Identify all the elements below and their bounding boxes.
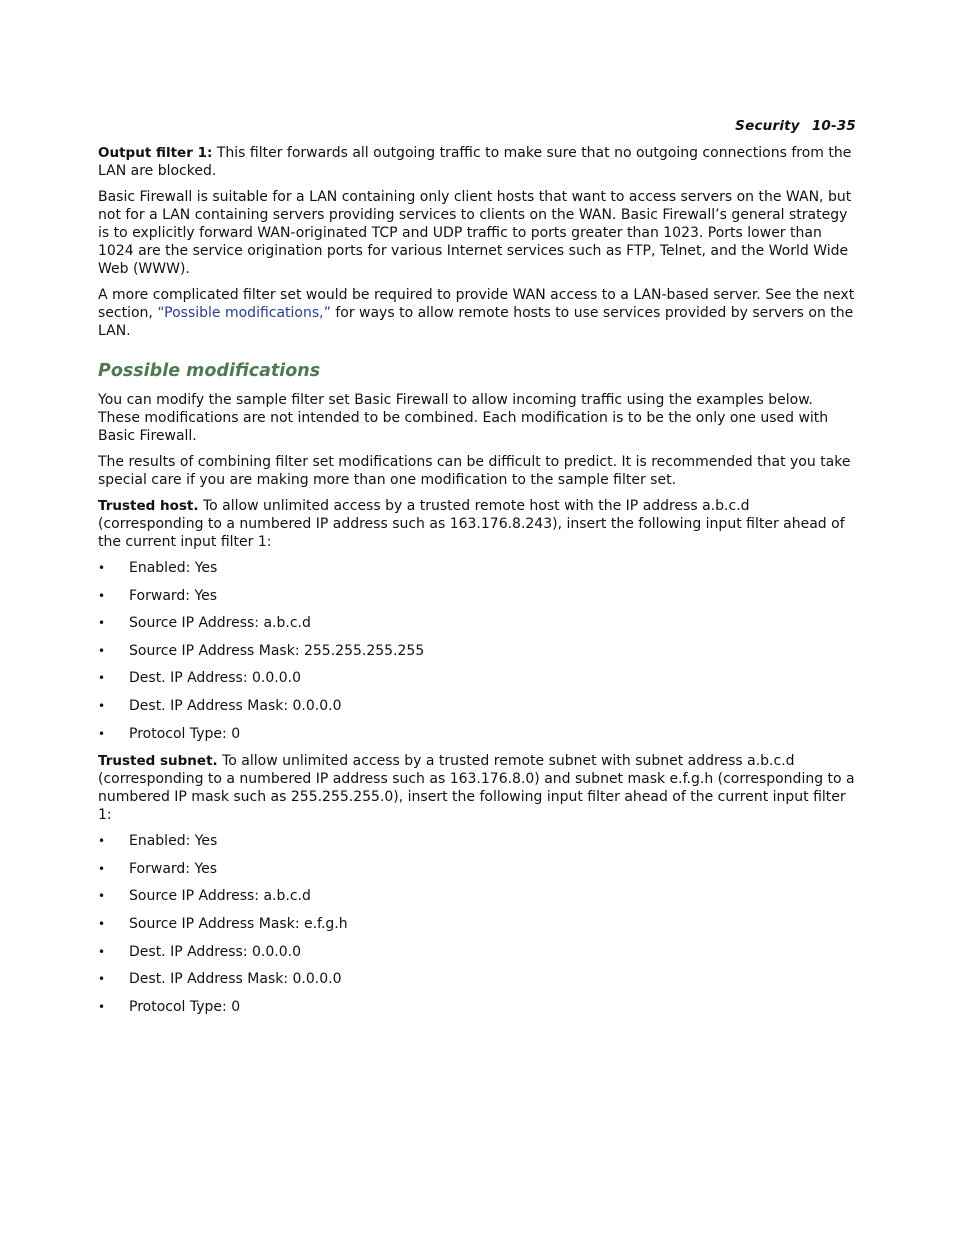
list-item xyxy=(98,915,858,933)
bullet-icon: • xyxy=(98,944,106,959)
list-item-text: Dest. IP Address: 0.0.0.0 xyxy=(129,943,301,960)
modifications-intro-paragraph: You can modify the sample filter set Basic Firewall to allow incoming traffic using the examples below. These modifications are not intended to be combined. Each modification is to be the only one used with Basic Firewall. xyxy=(98,392,829,444)
list-item-text: Dest. IP Address: 0.0.0.0 xyxy=(129,670,301,687)
bullet-icon: • xyxy=(98,861,106,876)
complex-filter-text-after: for ways to allow remote hosts to use services provided by servers on the LAN. xyxy=(98,305,854,339)
output-filter-lead: Output filter 1: xyxy=(98,145,213,161)
output-filter-paragraph xyxy=(98,144,858,180)
list-item-text: Enabled: Yes xyxy=(129,560,218,576)
list-item-text: Protocol Type: 0 xyxy=(129,725,241,742)
trusted-subnet-text: To allow unlimited access by a trusted remote subnet with subnet address a.b.c.d (corresponding to a numbered IP address such as 163.176.8.0) and subnet mask e.f.g.h (corresponding to a numbered IP mask such as 255.255.255.0), insert the following input filter ahead of the current input filter 1: xyxy=(98,753,855,824)
list-item-text: Source IP Address: a.b.c.d xyxy=(129,615,311,632)
trusted-host-filter-list xyxy=(98,559,858,743)
output-filter-text: This filter forwards all outgoing traffic to make sure that no outgoing connections from the LAN are blocked. xyxy=(98,145,852,179)
bullet-icon: • xyxy=(98,698,106,713)
bullet-icon: • xyxy=(98,726,106,741)
basic-firewall-paragraph: Basic Firewall is suitable for a LAN containing only client hosts that want to access servers on the WAN, but not for a LAN containing servers providing services to clients on the WAN. Basic Firewall’s general strategy is to explicitly forward WAN-originated TCP and UDP traffic to ports greater than 1023. Ports lower than 1024 are the service origination ports for various Internet services such as FTP, Telnet, and the World Wide Web (WWW). xyxy=(98,189,852,277)
bullet-icon: • xyxy=(98,561,106,575)
trusted-subnet-lead: Trusted subnet. xyxy=(98,753,218,770)
running-header xyxy=(98,118,856,134)
bullet-icon: • xyxy=(98,643,106,658)
bullet-icon: • xyxy=(98,889,106,904)
list-item-text: Forward: Yes xyxy=(129,860,218,877)
bullet-icon: • xyxy=(98,588,106,603)
possible-modifications-link[interactable]: “Possible modifications,” xyxy=(157,305,331,321)
list-item-text: Protocol Type: 0 xyxy=(129,998,241,1015)
document-page xyxy=(98,118,858,1025)
complex-filter-text-before: A more complicated filter set would be required to provide WAN access to a LAN-based server. See the next section, xyxy=(98,287,855,321)
list-item xyxy=(98,998,858,1016)
list-item xyxy=(98,697,858,715)
bullet-icon: • xyxy=(98,916,106,931)
list-item xyxy=(98,887,858,905)
bullet-icon: • xyxy=(98,972,106,987)
list-item-text: Source IP Address: a.b.c.d xyxy=(129,888,311,905)
list-item-text: Forward: Yes xyxy=(129,587,218,604)
list-item xyxy=(98,860,858,878)
trusted-host-paragraph xyxy=(98,497,858,551)
bullet-icon: • xyxy=(98,616,106,631)
list-item-text: Dest. IP Address Mask: 0.0.0.0 xyxy=(129,971,342,988)
list-item xyxy=(98,832,858,850)
trusted-host-lead: Trusted host. xyxy=(98,498,199,514)
complex-filter-paragraph xyxy=(98,286,858,340)
list-item xyxy=(98,669,858,687)
list-item xyxy=(98,970,858,988)
list-item xyxy=(98,587,858,605)
header-section-title: Security xyxy=(735,118,800,134)
trusted-subnet-filter-list xyxy=(98,832,858,1016)
list-item-text: Enabled: Yes xyxy=(129,833,218,850)
list-item xyxy=(98,725,858,743)
modifications-warning-paragraph: The results of combining filter set modifications can be difficult to predict. It is recommended that you take special care if you are making more than one modification to the sample filter set. xyxy=(98,454,851,488)
list-item-text: Source IP Address Mask: 255.255.255.255 xyxy=(129,642,425,659)
bullet-icon: • xyxy=(98,671,106,686)
trusted-subnet-paragraph xyxy=(98,752,858,824)
list-item-text: Source IP Address Mask: e.f.g.h xyxy=(129,915,348,932)
list-item xyxy=(98,614,858,632)
list-item xyxy=(98,559,858,577)
trusted-host-text: To allow unlimited access by a trusted remote host with the IP address a.b.c.d (corresponding to a numbered IP address such as 163.176.8.243), insert the following input filter ahead of the current input filter 1: xyxy=(98,498,845,550)
list-item-text: Dest. IP Address Mask: 0.0.0.0 xyxy=(129,697,342,714)
list-item xyxy=(98,943,858,961)
list-item xyxy=(98,642,858,660)
section-heading-possible-modifications: Possible modifications xyxy=(98,361,321,381)
bullet-icon: • xyxy=(98,834,106,849)
bullet-icon: • xyxy=(98,999,106,1014)
header-page-number: 10-35 xyxy=(811,118,856,134)
